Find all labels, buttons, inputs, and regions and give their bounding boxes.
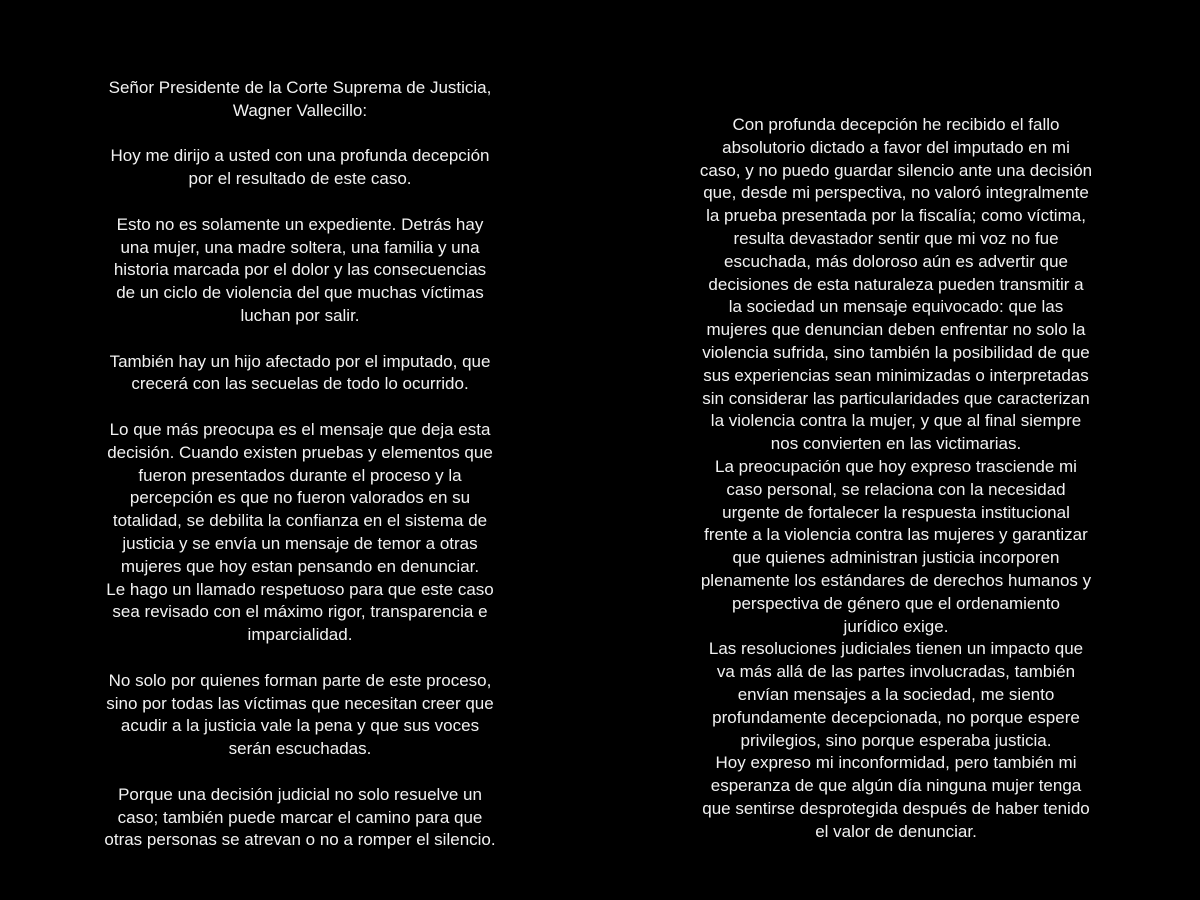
letter-closing: Hoy expreso mi inconformidad, pero también mi esperanza de que algún día ninguna mujer tenga que sentirse desprotegida después de haber tenido el valor de denunciar. (702, 753, 1090, 841)
letter-paragraph: También hay un hijo afectado por el imputado, que crecerá con las secuelas de todo lo ocurrido. (109, 351, 491, 394)
letter-paragraph: Hoy me dirijo a usted con una profunda decepción por el resultado de este caso. (110, 146, 490, 189)
letter-paragraph: No solo por quienes forman parte de este proceso, sino por todas las víctimas que necesitan creer que acudir a la justicia vale la pena y que sus voces serán escuchadas. (106, 670, 494, 759)
letter-paragraph: Lo que más preocupa es el mensaje que deja esta decisión. Cuando existen pruebas y elementos que fueron presentados durante el proceso y la percepción es que no fueron valorados en su totalidad, se debilita la confianza en el sistema de justicia y se envía un mensaje de temor a otras mujeres que hoy estan pensando en denunciar. Le hago un llamado respetuoso para que este caso sea revisado con el máximo rigor, transparencia e imparcialidad. (106, 419, 494, 645)
letter-paragraph: Porque una decisión judicial no solo resuelve un caso; también puede marcar el camino para que otras personas se atrevan o no a romper el silencio. (104, 784, 496, 850)
letter-paragraph: Con profunda decepción he recibido el fallo absolutorio dictado a favor del imputado en mi caso, y no puedo guardar silencio ante una decisión que, desde mi perspectiva, no valoró integralmente la prueba presentada por la fiscalía; como víctima, resulta devastador sentir que mi voz no fue escuchada, más doloroso aún es advertir que decisiones de esta naturaleza pueden transmitir a la sociedad un mensaje equivocado: que las mujeres que denuncian deben enfrentar no solo la violencia sufrida, sino también la posibilidad de que sus experiencias sean minimizadas o interpretadas sin considerar las particularidades que caracterizan la violencia contra la mujer, y que al final siempre nos convierten en las victimarias. (699, 115, 1093, 454)
letter-paragraph: Esto no es solamente un expediente. Detrás hay una mujer, una madre soltera, una familia y una historia marcada por el dolor y las consecuencias de un ciclo de violencia del que muchas víctimas luchan por salir. (113, 214, 487, 325)
letter-salutation: Señor Presidente de la Corte Suprema de Justicia, Wagner Vallecillo: (108, 78, 492, 120)
letter-right-column (676, 114, 1116, 844)
letter-paragraph: Las resoluciones judiciales tienen un impacto que va más allá de las partes involucradas, también envían mensajes a la sociedad, me siento profundamente decepcionada, no porque espere privilegios, sino porque esperaba justicia. (708, 639, 1084, 750)
letter-paragraph: La preocupación que hoy expreso trasciende mi caso personal, se relaciona con la necesidad urgente de fortalecer la respuesta institucional frente a la violencia contra las mujeres y garantizar que quienes administran justicia incorporen plenamente los estándares de derechos humanos y perspectiva de género que el ordenamiento jurídico exige. (700, 456, 1092, 636)
letter-left-column (90, 77, 510, 852)
